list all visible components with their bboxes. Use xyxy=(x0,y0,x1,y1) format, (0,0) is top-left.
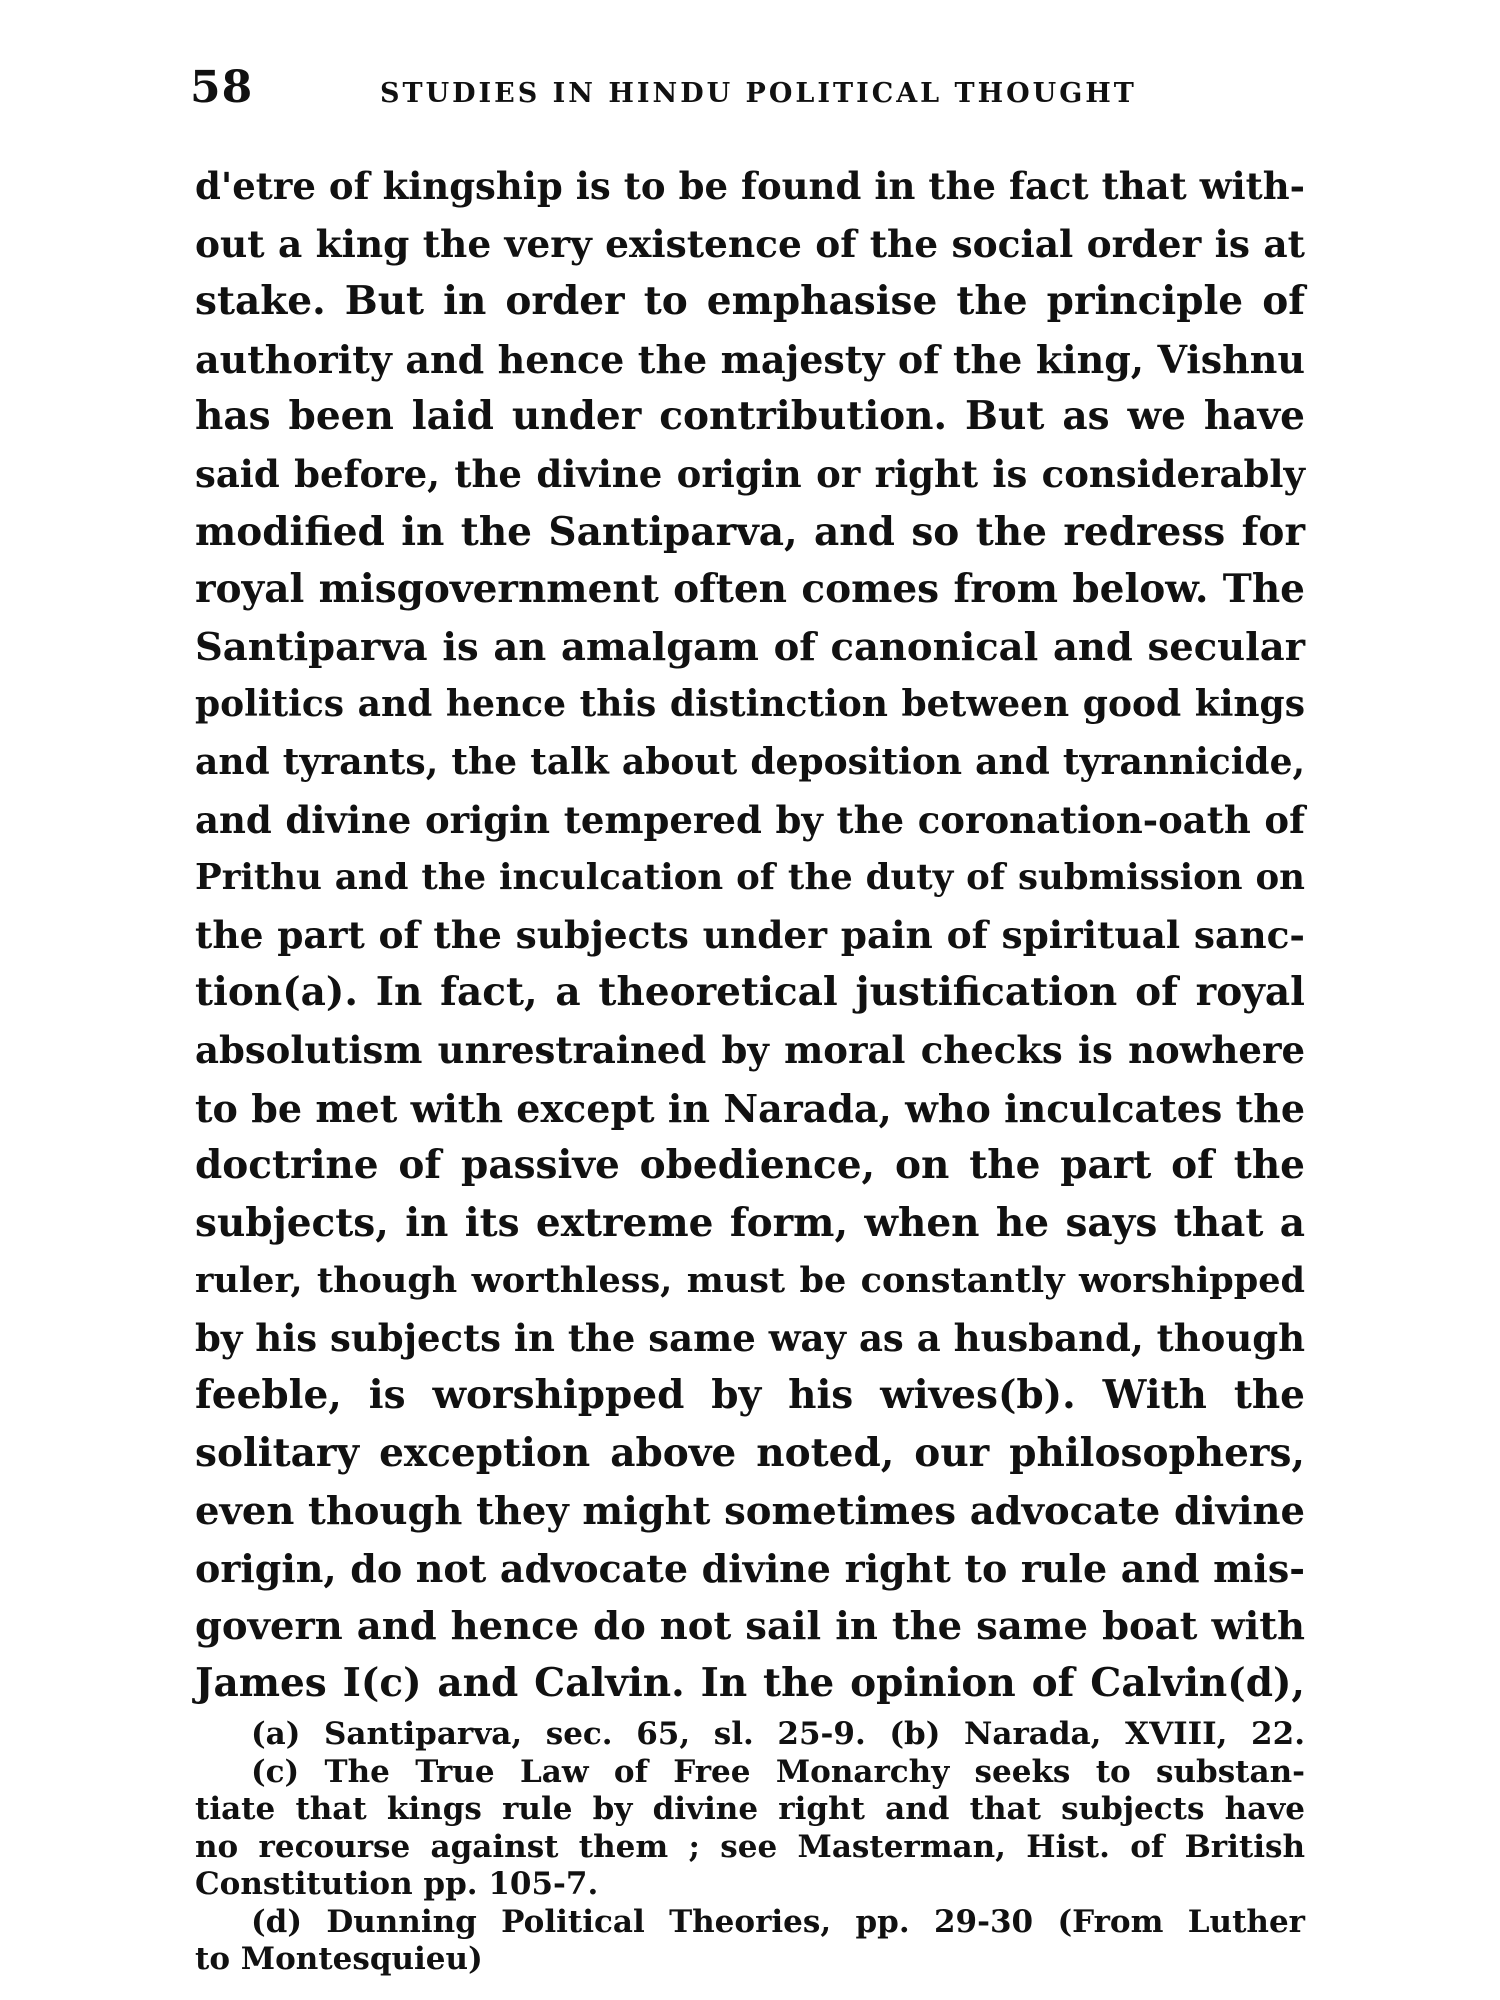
footnotes xyxy=(195,1716,1305,1979)
body-text xyxy=(195,158,1305,1713)
body-line: ruler, though worthless, must be constantly worshipped xyxy=(195,1260,1305,1302)
body-line: Prithu and the inculcation of the duty of submission on xyxy=(195,857,1305,899)
body-line: modified in the Santiparva, and so the redress for xyxy=(195,508,1305,555)
footnote-line: no recourse against them ; see Masterman, Hist. of British xyxy=(195,1828,1305,1865)
body-line: tion(a). In fact, a theoretical justification of royal xyxy=(195,969,1305,1016)
body-line: to be met with except in Narada, who inculcates the xyxy=(195,1085,1305,1131)
body-line: authority and hence the majesty of the king, Vishnu xyxy=(195,336,1305,382)
body-line: royal misgovernment often comes from below. The xyxy=(195,566,1305,613)
body-line: doctrine of passive obedience, on the part of the xyxy=(195,1142,1305,1189)
footnote-line: Constitution pp. 105-7. xyxy=(195,1866,599,1902)
footnote-line: (d) Dunning Political Theories, pp. 29-30 (From Luther xyxy=(251,1903,1305,1940)
body-line: subjects, in its extreme form, when he says that a xyxy=(195,1199,1305,1246)
body-line: stake. But in order to emphasise the principle of xyxy=(195,278,1305,325)
body-line: by his subjects in the same way as a husband, though xyxy=(195,1315,1305,1360)
body-line: origin, do not advocate divine right to rule and mis- xyxy=(195,1546,1305,1592)
body-line: even though they might sometimes advocate divine xyxy=(195,1488,1305,1534)
body-line: out a king the very existence of the social order is at xyxy=(195,221,1305,266)
footnote-line: (a) Santiparva, sec. 65, sl. 25-9. (b) Narada, XVIII, 22. xyxy=(251,1716,1305,1752)
body-line: govern and hence do not sail in the same boat with xyxy=(195,1603,1305,1649)
footnote-line: tiate that kings rule by divine right and that subjects have xyxy=(195,1791,1305,1827)
body-line: Santiparva is an amalgam of canonical and secular xyxy=(195,624,1305,670)
body-line: absolutism unrestrained by moral checks is nowhere xyxy=(195,1027,1305,1072)
body-line: James I(c) and Calvin. In the opinion of Calvin(d), xyxy=(195,1660,1305,1707)
body-line: and tyrants, the talk about deposition and tyrannicide, xyxy=(195,740,1305,783)
body-line: solitary exception above noted, our philosophers, xyxy=(195,1430,1305,1477)
body-line: and divine origin tempered by the coronation-oath of xyxy=(195,797,1305,842)
body-line: the part of the subjects under pain of spiritual sanc- xyxy=(195,912,1305,957)
body-line: politics and hence this distinction between good kings xyxy=(195,683,1305,726)
running-head: STUDIES IN HINDU POLITICAL THOUGHT xyxy=(380,78,1137,109)
page-number: 58 xyxy=(190,62,254,113)
footnote-line: to Montesquieu) xyxy=(195,1941,483,1977)
body-line: feeble, is worshipped by his wives(b). With the xyxy=(195,1372,1305,1419)
footnote-line: (c) The True Law of Free Monarchy seeks to substan- xyxy=(251,1753,1305,1790)
body-line: said before, the divine origin or right is considerably xyxy=(195,451,1305,496)
body-line: has been laid under contribution. But as we have xyxy=(195,393,1305,440)
body-line: d'etre of kingship is to be found in the fact that with- xyxy=(195,164,1305,208)
